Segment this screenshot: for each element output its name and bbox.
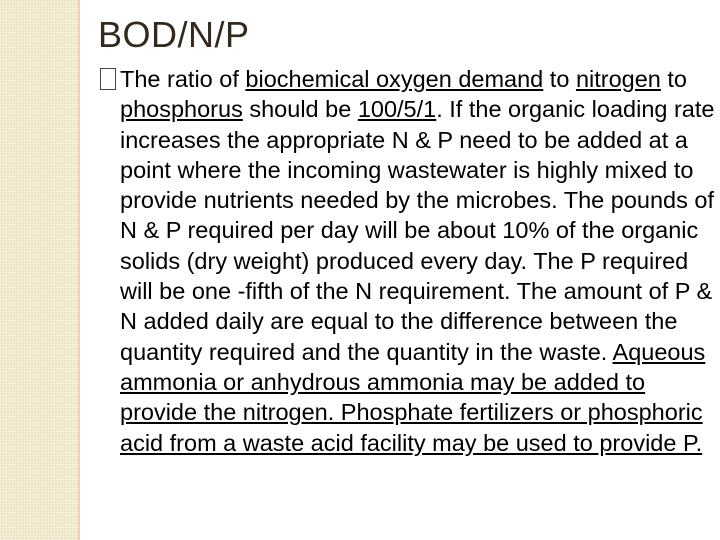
text-segment: should be: [242, 96, 358, 123]
decorative-side-band: [0, 0, 78, 540]
slide-body: [100, 64, 716, 540]
bullet-paragraph: [120, 64, 716, 458]
text-segment: The ratio of: [120, 66, 246, 92]
bullet-box-icon: [100, 68, 116, 90]
underlined-ratio: 100/5/1: [357, 96, 437, 123]
text-segment: to: [660, 66, 688, 92]
underlined-sources-sentence: Aqueous ammonia or anhydrous ammonia may be added to provide the nitrogen. Phosphate fertilizers or phosphoric acid from a waste acid facility may be used to provide P.: [120, 338, 706, 456]
side-divider: [78, 0, 80, 540]
text-segment: to: [543, 66, 576, 92]
underlined-term-bod: biochemical oxygen demand: [245, 66, 544, 92]
underlined-term-phosphorus: phosphorus: [120, 96, 243, 123]
underlined-term-nitrogen: nitrogen: [575, 66, 661, 92]
text-segment: . If the organic loading rate increases the appropriate N & P need to be added at a point where the incoming wastewater is highly mixed to provide nutrients needed by the microbes. The pounds of N & P required per day will be about 10% of the organic solids (dry weight) produced every day. The P required will be one -fifth of the N requirement. The amount of P & N added daily are equal to the difference between the quantity required and the quantity in the waste.: [120, 96, 715, 365]
slide-title: BOD/N/P: [98, 14, 250, 55]
